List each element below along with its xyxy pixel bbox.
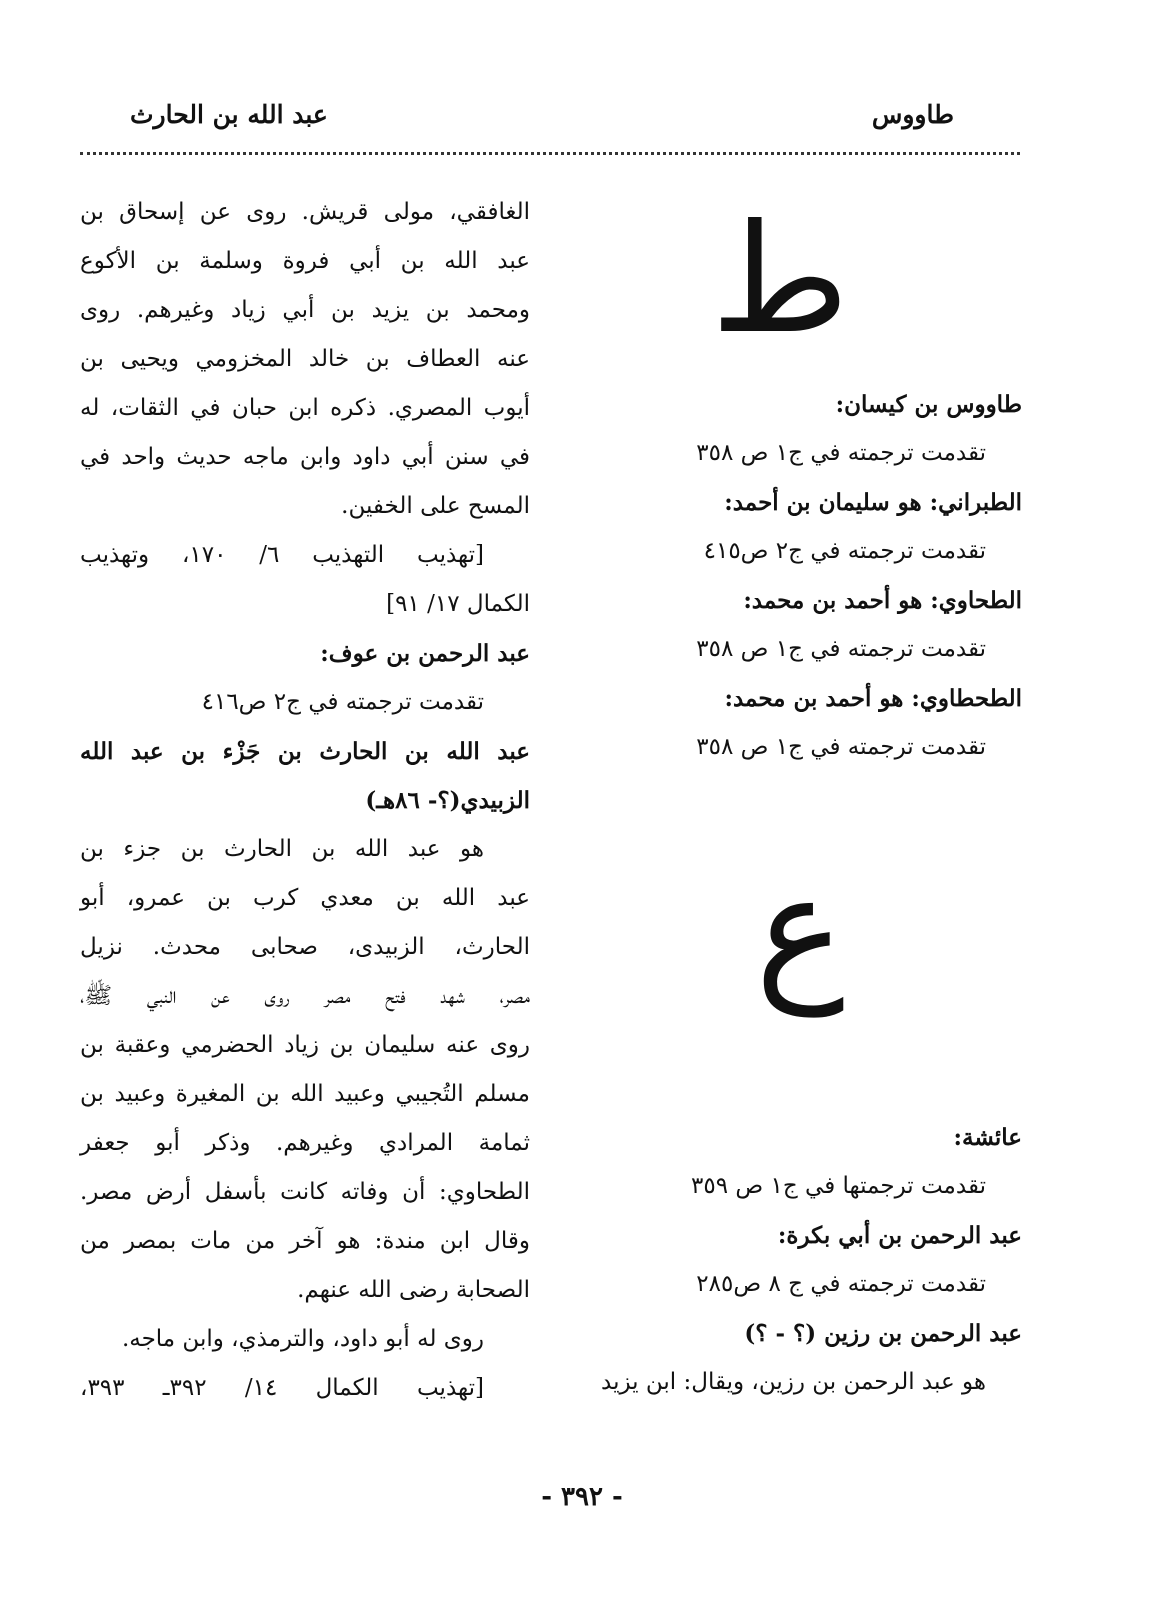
citation-line: [تهذيب التهذيب ٦/ ١٧٠، وتهذيب xyxy=(80,542,485,568)
text-line: مسلم التُجيبي وعبيد الله بن المغيرة وعبيد بن xyxy=(80,1081,530,1107)
citation-line: [تهذيب الكمال ١٤/ ٣٩٢ـ ٣٩٣، xyxy=(80,1375,484,1401)
text-line: ومحمد بن يزيد بن أبي زياد وغيرهم. روى xyxy=(80,297,530,323)
entry-heading: عبد الرحمن بن أبي بكرة: xyxy=(777,1222,1022,1249)
left-column xyxy=(80,188,530,1413)
entry-heading: الطبراني: هو سليمان بن أحمد: xyxy=(724,489,1022,516)
entry-heading: الطحطاوي: هو أحمد بن محمد: xyxy=(724,685,1022,712)
cross-reference: تقدمت ترجمته في ج٢ ص٤١٦ xyxy=(201,689,484,715)
text-line: في سنن أبي داود وابن ماجه حديث واحد في xyxy=(80,444,530,470)
text-line: عنه العطاف بن خالد المخزومي ويحيى بن xyxy=(80,346,530,372)
text-line: روى عنه سليمان بن زياد الحضرمي وعقبة بن xyxy=(80,1032,530,1058)
entry-heading: الطحاوي: هو أحمد بن محمد: xyxy=(743,587,1022,614)
running-header-right: طاووس xyxy=(871,100,954,129)
entry-heading: طاووس بن كيسان: xyxy=(835,391,1022,418)
text-line: أيوب المصري. ذكره ابن حبان في الثقات، له xyxy=(80,395,530,421)
citation-line: الكمال ١٧/ ٩١] xyxy=(386,591,530,617)
entry-heading: الزبيدي(؟- ٨٦هـ) xyxy=(365,787,530,814)
running-header-left: عبد الله بن الحارث xyxy=(130,100,328,129)
text-line: عبد الله بن معدي كرب بن عمرو، أبو xyxy=(80,885,530,911)
cross-reference: تقدمت ترجمته في ج١ ص ٣٥٨ xyxy=(696,734,986,760)
text-line: الصحابة رضى الله عنهم. xyxy=(297,1277,530,1303)
cross-reference: تقدمت ترجمته في ج٢ ص٤١٥ xyxy=(703,538,986,564)
entry-heading: عبد الرحمن بن رزين (؟ - ؟) xyxy=(744,1320,1022,1347)
cross-reference: تقدمت ترجمته في ج ٨ ص٢٨٥ xyxy=(696,1271,986,1297)
entry-heading: عبد الله بن الحارث بن جَزْء بن عبد الله xyxy=(80,738,530,765)
section-letter-ta: ط xyxy=(710,193,850,367)
text-line: الطحاوي: أن وفاته كانت بأسفل أرض مصر. xyxy=(80,1179,530,1205)
text-line: روى له أبو داود، والترمذي، وابن ماجه. xyxy=(121,1326,484,1352)
entry-heading: عبد الرحمن بن عوف: xyxy=(320,640,530,667)
cross-reference: تقدمت ترجمتها في ج١ ص ٣٥٩ xyxy=(691,1173,986,1199)
text-line: الغافقي، مولى قريش. روى عن إسحاق بن xyxy=(80,199,530,225)
text-line: هو عبد الرحمن بن رزين، ويقال: ابن يزيد xyxy=(601,1369,986,1395)
text-line: المسح على الخفين. xyxy=(341,493,530,519)
entry-heading: عائشة: xyxy=(953,1124,1022,1151)
text-line: الحارث، الزبيدى، صحابى محدث. نزيل xyxy=(80,934,530,960)
text-line: ثمامة المرادي وغيرهم. وذكر أبو جعفر xyxy=(80,1130,530,1156)
text-line: هو عبد الله بن الحارث بن جزء بن xyxy=(80,836,484,862)
right-column xyxy=(590,0,1022,1609)
cross-reference: تقدمت ترجمته في ج١ ص ٣٥٨ xyxy=(696,636,986,662)
text-line: وقال ابن مندة: هو آخر من مات بمصر من xyxy=(80,1228,530,1254)
cross-reference: تقدمت ترجمته في ج١ ص ٣٥٨ xyxy=(696,440,986,466)
page-number: - ٣٩٢ - xyxy=(541,1482,623,1512)
text-line: عبد الله بن أبي فروة وسلمة بن الأكوع xyxy=(80,248,530,274)
text-line: مصر، شهد فتح مصر روى عن النبي ﷺ، xyxy=(80,983,530,1009)
section-letter-ayn: ع xyxy=(755,843,845,1017)
